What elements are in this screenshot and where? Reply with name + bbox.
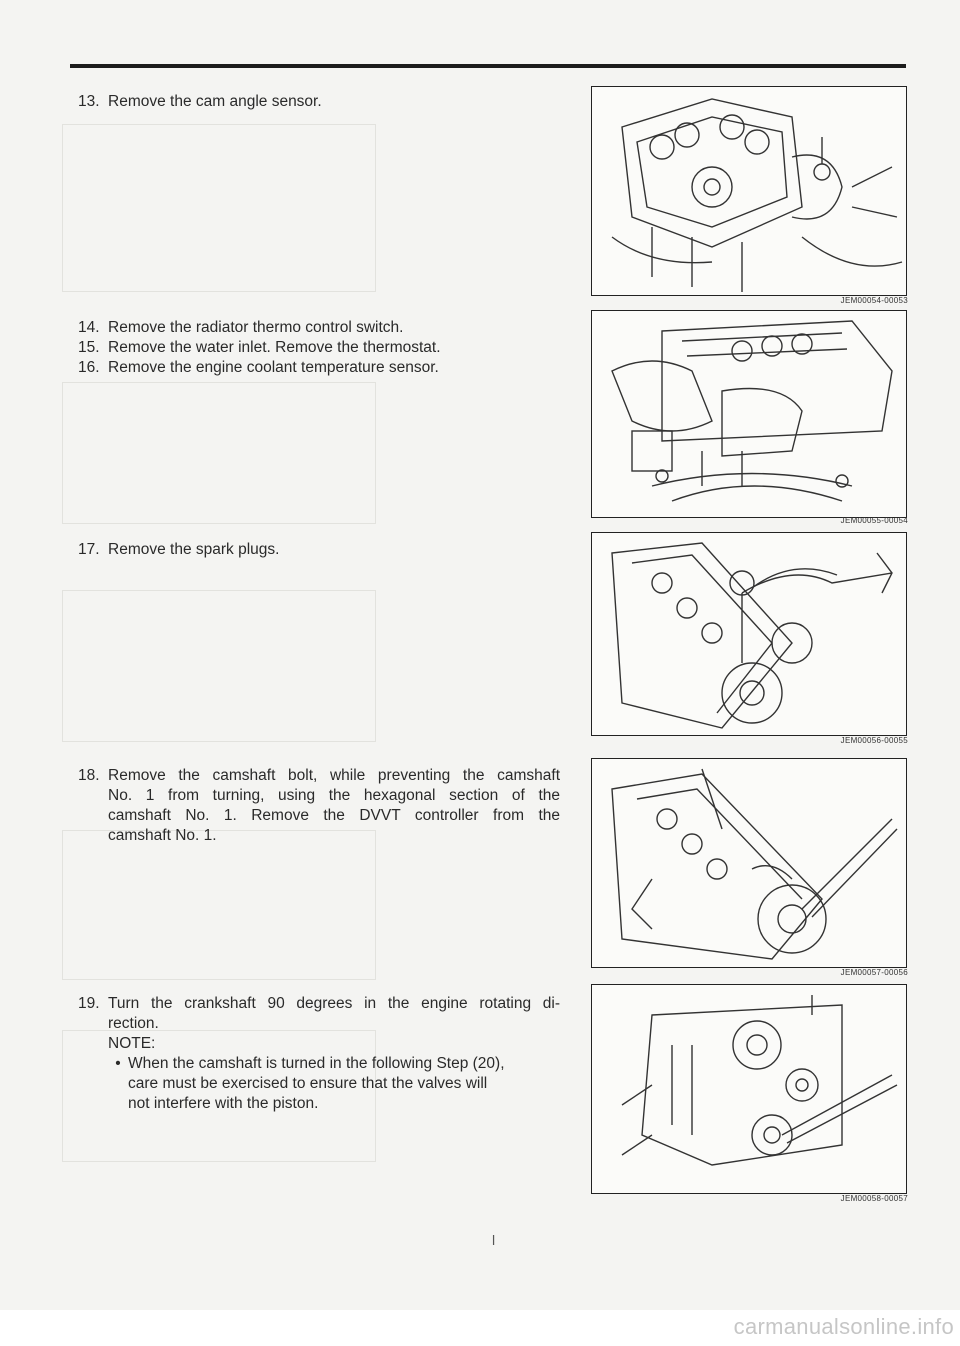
figure-code: JEM00055-00054: [840, 516, 908, 525]
step-16: [78, 358, 439, 378]
step-text-line: rection.: [108, 1015, 159, 1032]
bleed-through-box: [62, 590, 376, 742]
step-number: 18.: [78, 767, 100, 784]
step-18: [78, 766, 560, 846]
step-text-line: camshaft No. 1. Remove the DVVT controller from the: [108, 807, 560, 824]
figure-camshaft-bolt: [591, 758, 907, 968]
step-number: 15.: [78, 339, 100, 356]
header-rule: [70, 64, 906, 68]
step-text: Remove the cam angle sensor.: [108, 93, 322, 110]
step-15: [78, 338, 441, 358]
step-text: Remove the engine coolant temperature sensor.: [108, 359, 439, 376]
engine-illustration-2: [592, 311, 906, 517]
step-number: 14.: [78, 319, 100, 336]
step-13: [78, 92, 322, 112]
step-14: [78, 318, 403, 338]
step-number: 16.: [78, 359, 100, 376]
engine-illustration-4: [592, 759, 906, 967]
footer-bar: [0, 1310, 960, 1346]
step-number: 13.: [78, 93, 100, 110]
engine-illustration-5: [592, 985, 906, 1193]
figure-code: JEM00054-00053: [840, 296, 908, 305]
figure-code: JEM00057-00056: [840, 968, 908, 977]
figure-water-inlet: [591, 310, 907, 518]
page-mark: l: [492, 1232, 496, 1248]
figure-crankshaft: [591, 984, 907, 1194]
note-bullet-line: care must be exercised to ensure that the valves will: [128, 1075, 488, 1092]
step-text: Remove the radiator thermo control switch.: [108, 319, 404, 336]
step-19: [78, 994, 560, 1114]
step-number: 19.: [78, 995, 100, 1012]
figure-spark-plugs: [591, 532, 907, 736]
step-text: Remove the water inlet. Remove the thermostat.: [108, 339, 441, 356]
bleed-through-box: [62, 124, 376, 292]
bleed-through-box: [62, 830, 376, 980]
step-number: 17.: [78, 541, 100, 558]
bleed-through-box: [62, 382, 376, 524]
step-text-line: Turn the crankshaft 90 degrees in the engine rotating di-: [108, 995, 560, 1012]
figure-code: JEM00058-00057: [840, 1194, 908, 1203]
step-text: Remove the spark plugs.: [108, 541, 280, 558]
watermark: carmanualsonline.info: [733, 1314, 954, 1339]
figure-cam-angle-sensor: [591, 86, 907, 296]
step-text-line: No. 1 from turning, using the hexagonal section of the: [108, 787, 560, 804]
step-17: [78, 540, 279, 560]
note-bullet-line: not interfere with the piston.: [128, 1095, 319, 1112]
engine-illustration-1: [592, 87, 906, 295]
bullet-icon: •: [115, 1055, 121, 1072]
figure-code: JEM00056-00055: [840, 736, 908, 745]
note-label: NOTE:: [108, 1035, 156, 1052]
engine-illustration-3: [592, 533, 906, 735]
step-text-line: Remove the camshaft bolt, while preventing the camshaft: [108, 767, 560, 784]
note-bullet-line: When the camshaft is turned in the following Step (20),: [128, 1055, 505, 1072]
step-text-line: camshaft No. 1.: [108, 827, 217, 844]
